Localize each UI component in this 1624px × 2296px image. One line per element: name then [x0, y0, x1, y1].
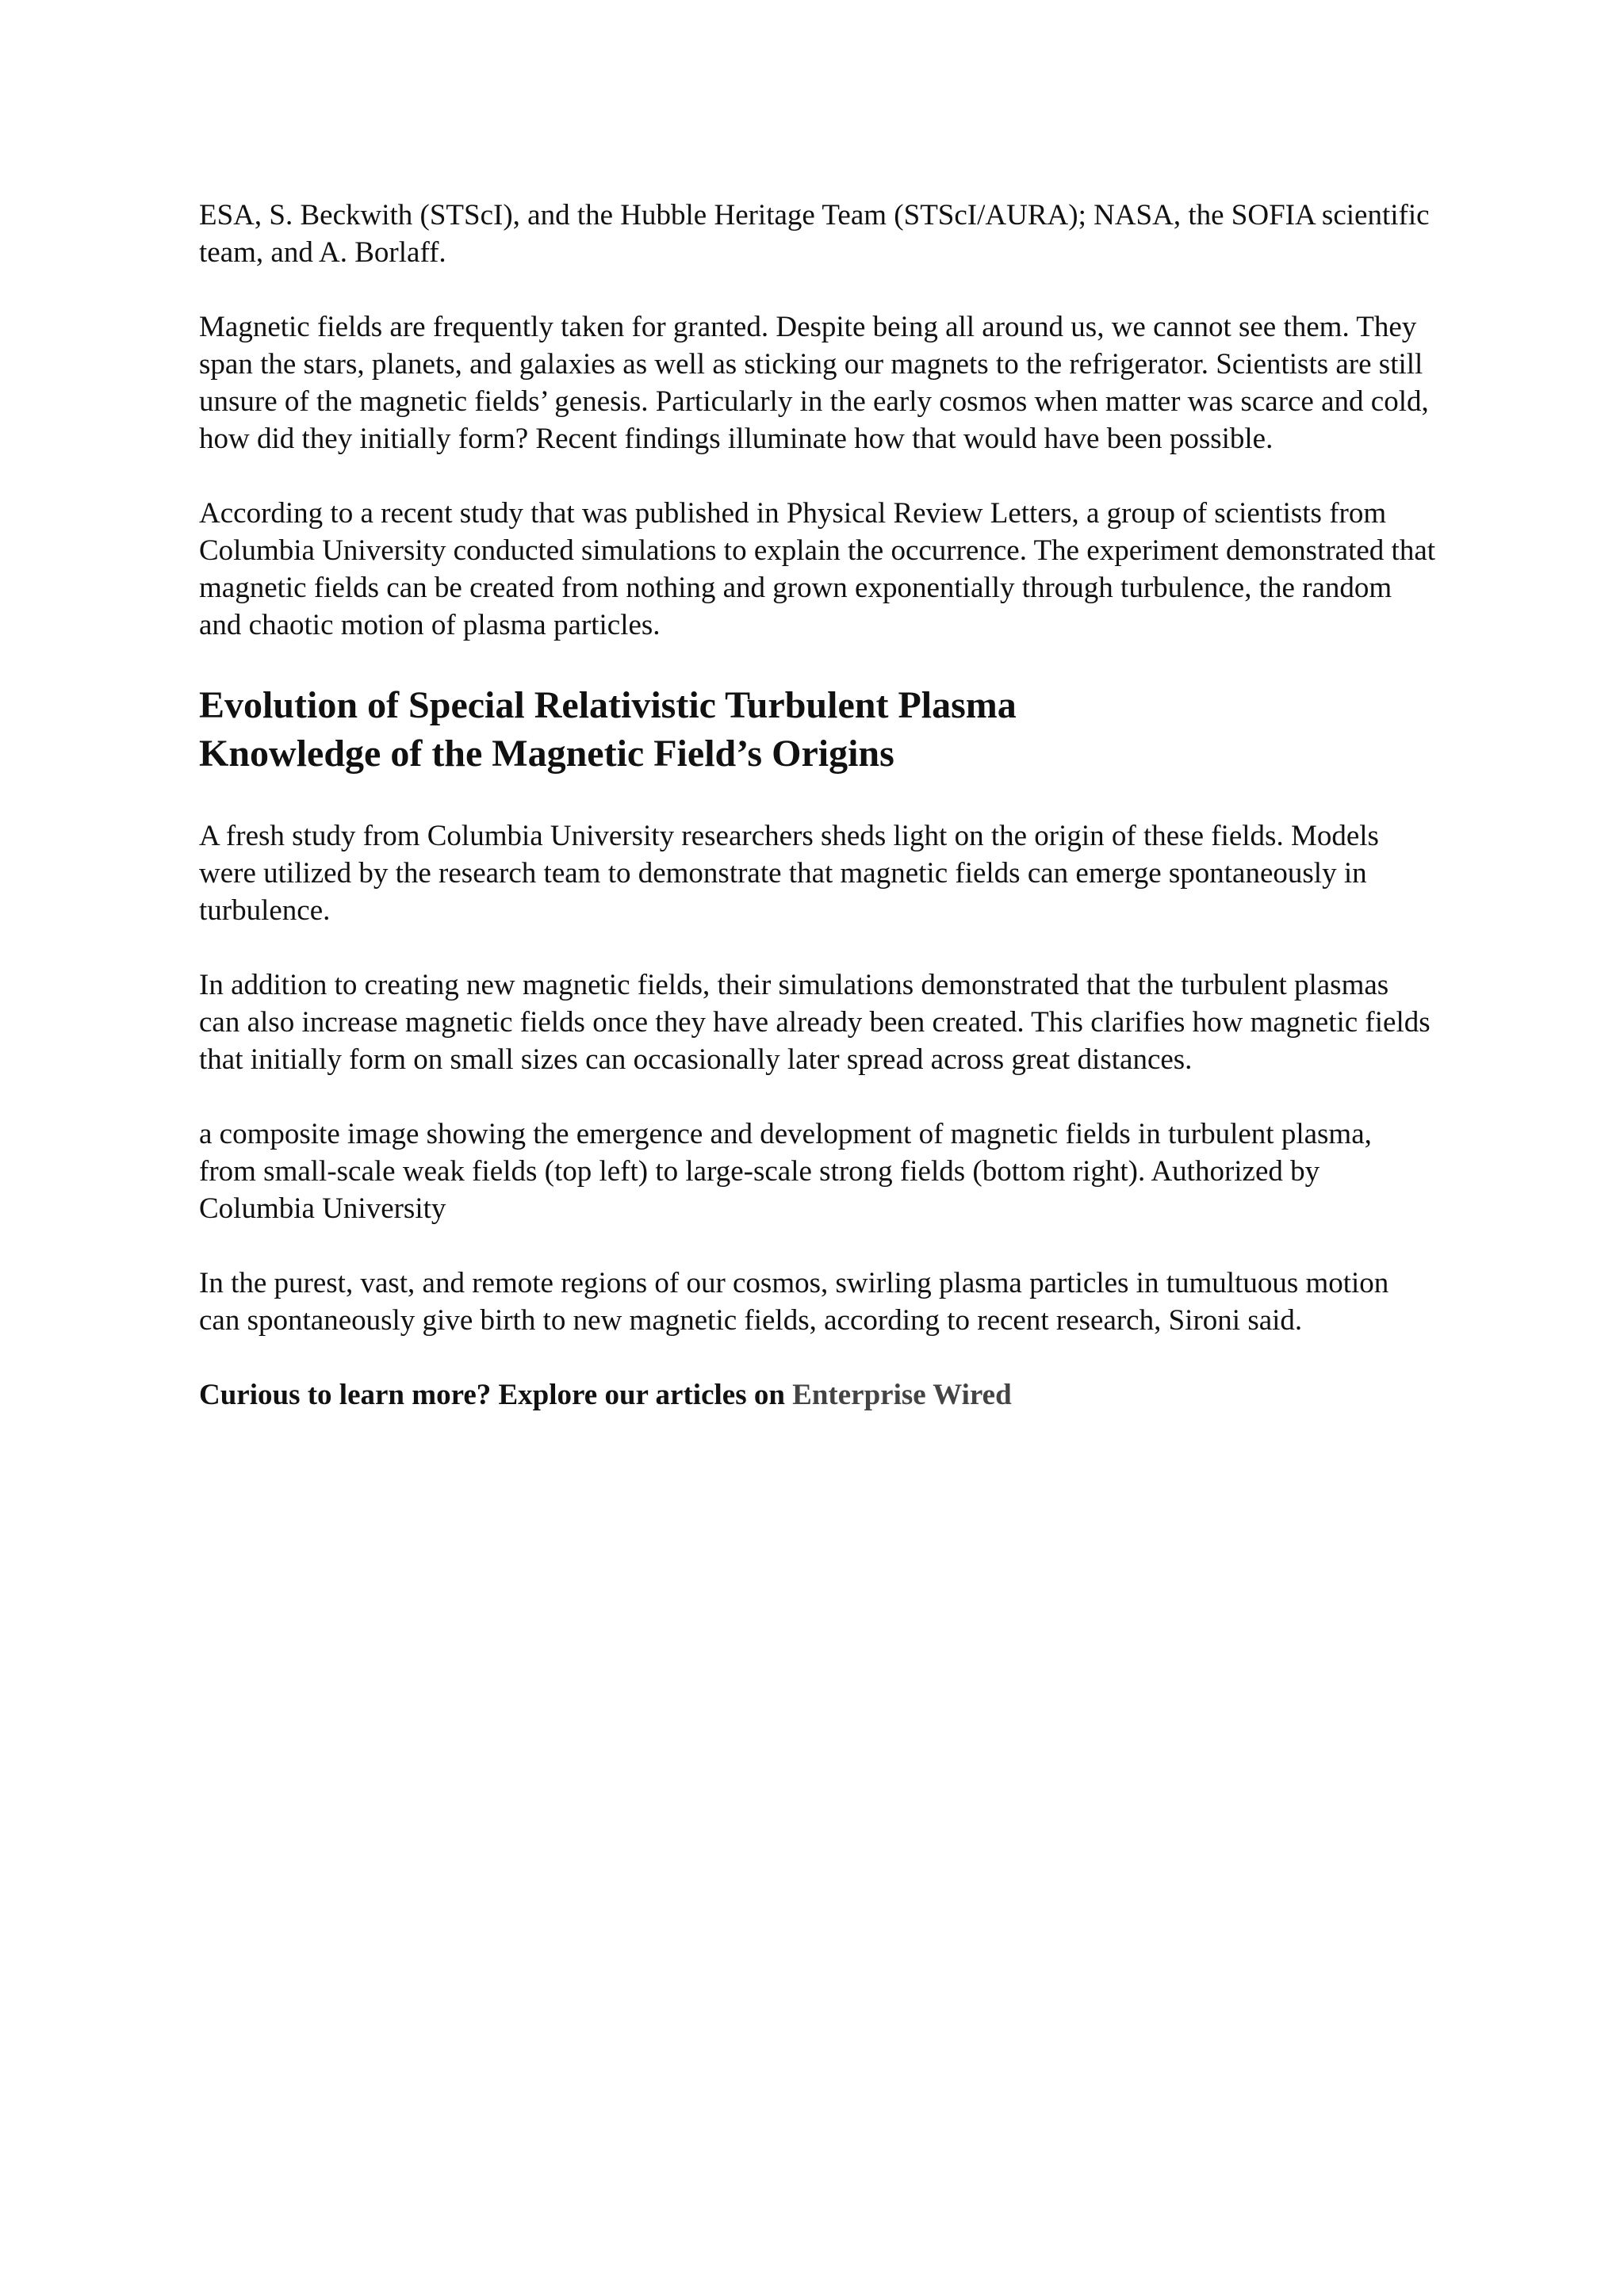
section-heading-line-2: Knowledge of the Magnetic Field’s Origins: [199, 733, 894, 775]
enterprise-wired-link[interactable]: Enterprise Wired: [792, 1379, 1012, 1411]
intro-paragraph-2: According to a recent study that was published in Physical Review Letters, a group of scientists from Columbia University conducted simulations to explain the occurrence. The experiment demonstrated that magnetic fields can be created from nothing and grown exponentially through turbulence, the random and chaotic motion of plasma particles.: [199, 497, 1436, 641]
image-credit: ESA, S. Beckwith (STScI), and the Hubble Heritage Team (STScI/AURA); NASA, the SOFIA scientific team, and A. Borlaff.: [199, 199, 1430, 269]
section-heading-line-1: Evolution of Special Relativistic Turbulent Plasma: [199, 684, 1017, 726]
body-paragraph-2: In addition to creating new magnetic fields, their simulations demonstrated that the turbulent plasmas can also increase magnetic fields once they have already been created. This clarifies how magnetic fields that initially form on small sizes can occasionally later spread across great distances.: [199, 969, 1431, 1076]
article-body: [199, 197, 1436, 1414]
section-heading: [199, 681, 1436, 778]
intro-paragraph-1: Magnetic fields are frequently taken for granted. Despite being all around us, we cannot see them. They span the stars, planets, and galaxies as well as sticking our magnets to the refrigerator. Scientists are still unsure of the magnetic fields’ genesis. Particularly in the early cosmos when matter was scarce and cold, how did they initially form? Recent findings illuminate how that would have been possible.: [199, 311, 1429, 455]
call-to-action: [199, 1376, 1436, 1414]
call-to-action-text: Curious to learn more? Explore our articles on: [199, 1379, 793, 1411]
body-paragraph-1: A fresh study from Columbia University researchers sheds light on the origin of these fields. Models were utilized by the research team to demonstrate that magnetic fields can emerge spontaneously in turbulence.: [199, 820, 1379, 927]
image-caption: a composite image showing the emergence and development of magnetic fields in turbulent plasma, from small-scale weak fields (top left) to large-scale strong fields (bottom right). Authorized by Columbia University: [199, 1118, 1372, 1225]
body-paragraph-3: In the purest, vast, and remote regions of our cosmos, swirling plasma particles in tumultuous motion can spontaneously give birth to new magnetic fields, according to recent research, Sironi said.: [199, 1267, 1389, 1337]
